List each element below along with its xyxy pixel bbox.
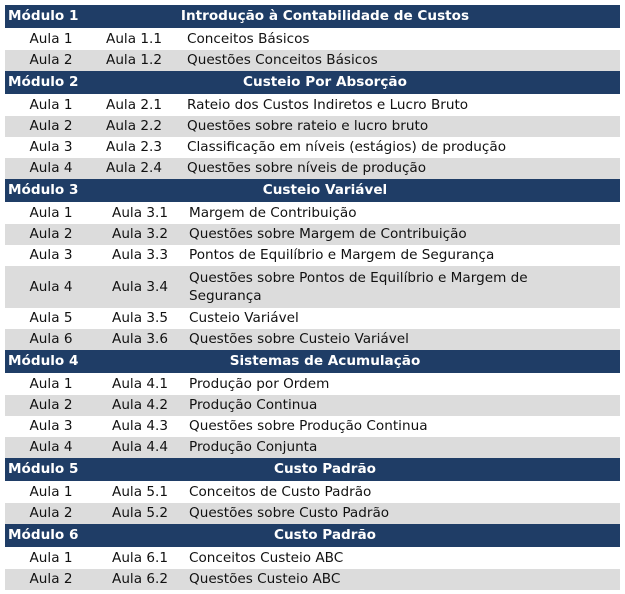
- lesson-topic: Questões Custeio ABC: [189, 571, 341, 588]
- lesson-row: [5, 329, 620, 350]
- lesson-code: Aula 6.1: [112, 550, 168, 567]
- lesson-topic: Questões sobre rateio e lucro bruto: [187, 118, 429, 135]
- lesson-code: Aula 5.1: [112, 484, 168, 501]
- lesson-number: Aula 3: [29, 139, 73, 156]
- course-schedule-table: [5, 5, 620, 590]
- lesson-topic: Questões sobre Custo Padrão: [189, 505, 390, 522]
- lesson-row: [5, 395, 620, 416]
- lesson-number: Aula 1: [29, 31, 73, 48]
- lesson-row: [5, 374, 620, 395]
- lesson-row: [5, 95, 620, 116]
- module-label: Módulo 6: [8, 527, 79, 544]
- lesson-row: [5, 308, 620, 329]
- lesson-code: Aula 3.5: [112, 310, 168, 327]
- lesson-topic: Questões sobre Custeio Variável: [189, 331, 409, 348]
- lesson-row: [5, 503, 620, 524]
- lesson-number: Aula 2: [29, 571, 73, 588]
- lesson-topic: Produção Continua: [189, 397, 318, 414]
- lesson-number: Aula 2: [29, 226, 73, 243]
- lesson-number: Aula 2: [29, 118, 73, 135]
- lesson-code: Aula 5.2: [112, 505, 168, 522]
- module-title: Sistemas de Acumulação: [229, 353, 421, 370]
- lesson-code: Aula 3.3: [112, 247, 168, 264]
- lesson-code: Aula 2.2: [106, 118, 162, 135]
- module-header: [5, 524, 620, 548]
- lesson-number: Aula 1: [29, 550, 73, 567]
- lesson-topic: Questões sobre Produção Continua: [189, 418, 428, 435]
- lesson-code: Aula 3.6: [112, 331, 168, 348]
- lesson-code: Aula 3.2: [112, 226, 168, 243]
- module-title: Custo Padrão: [273, 527, 377, 544]
- lesson-row: [5, 137, 620, 158]
- lesson-code: Aula 4.4: [112, 439, 168, 456]
- module-label: Módulo 2: [8, 74, 79, 91]
- lesson-number: Aula 4: [29, 160, 73, 177]
- lesson-code: Aula 4.1: [112, 376, 168, 393]
- lesson-number: Aula 4: [29, 278, 73, 295]
- lesson-number: Aula 5: [29, 310, 73, 327]
- lesson-code: Aula 1.2: [106, 52, 162, 69]
- lesson-code: Aula 6.2: [112, 571, 168, 588]
- lesson-topic: Conceitos Básicos: [187, 31, 310, 48]
- lesson-row: [5, 416, 620, 437]
- lesson-topic: Margem de Contribuição: [189, 205, 357, 222]
- lesson-row: [5, 29, 620, 50]
- lesson-row: [5, 224, 620, 245]
- module-title: Custo Padrão: [273, 461, 377, 478]
- lesson-number: Aula 2: [29, 397, 73, 414]
- module-header: [5, 71, 620, 95]
- lesson-code: Aula 3.4: [112, 278, 168, 295]
- lesson-topic: Rateio dos Custos Indiretos e Lucro Bruto: [187, 97, 469, 114]
- lesson-number: Aula 3: [29, 247, 73, 264]
- lesson-row: [5, 203, 620, 224]
- lesson-code: Aula 3.1: [112, 205, 168, 222]
- lesson-code: Aula 2.3: [106, 139, 162, 156]
- lesson-number: Aula 4: [29, 439, 73, 456]
- module-header: [5, 350, 620, 374]
- lesson-row: [5, 548, 620, 569]
- lesson-number: Aula 1: [29, 484, 73, 501]
- lesson-topic: Produção por Ordem: [189, 376, 330, 393]
- module-header: [5, 5, 620, 29]
- lesson-code: Aula 1.1: [106, 31, 162, 48]
- lesson-topic: Conceitos de Custo Padrão: [189, 484, 372, 501]
- module-label: Módulo 3: [8, 182, 79, 199]
- lesson-number: Aula 6: [29, 331, 73, 348]
- module-title: Custeio Variável: [262, 182, 388, 199]
- lesson-topic: Conceitos Custeio ABC: [189, 550, 344, 567]
- module-label: Módulo 5: [8, 461, 79, 478]
- lesson-number: Aula 3: [29, 418, 73, 435]
- lesson-topic: Questões sobre Margem de Contribuição: [189, 226, 467, 243]
- module-header: [5, 458, 620, 482]
- lesson-row: [5, 116, 620, 137]
- module-title: Custeio Por Absorção: [243, 74, 407, 91]
- lesson-topic: Classificação em níveis (estágios) de produção: [187, 139, 507, 156]
- lesson-row: [5, 569, 620, 590]
- module-header: [5, 179, 620, 203]
- lesson-topic: Questões sobre Pontos de Equilíbrio e Margem de Segurança: [189, 269, 528, 304]
- lesson-code: Aula 4.3: [112, 418, 168, 435]
- lesson-topic: Pontos de Equilíbrio e Margem de Segurança: [189, 247, 495, 264]
- lesson-code: Aula 2.4: [106, 160, 162, 177]
- lesson-number: Aula 1: [29, 205, 73, 222]
- module-label: Módulo 1: [8, 8, 79, 25]
- lesson-code: Aula 2.1: [106, 97, 162, 114]
- lesson-row: [5, 266, 620, 308]
- lesson-row: [5, 158, 620, 179]
- lesson-topic: Produção Conjunta: [189, 439, 318, 456]
- lesson-number: Aula 1: [29, 376, 73, 393]
- lesson-row: [5, 437, 620, 458]
- module-label: Módulo 4: [8, 353, 79, 370]
- lesson-topic: Questões Conceitos Básicos: [187, 52, 378, 69]
- lesson-row: [5, 245, 620, 266]
- lesson-topic: Questões sobre níveis de produção: [187, 160, 427, 177]
- lesson-row: [5, 50, 620, 71]
- lesson-number: Aula 2: [29, 505, 73, 522]
- lesson-code: Aula 4.2: [112, 397, 168, 414]
- lesson-number: Aula 2: [29, 52, 73, 69]
- lesson-number: Aula 1: [29, 97, 73, 114]
- module-title: Introdução à Contabilidade de Custos: [180, 8, 470, 25]
- lesson-row: [5, 482, 620, 503]
- lesson-topic: Custeio Variável: [189, 310, 299, 327]
